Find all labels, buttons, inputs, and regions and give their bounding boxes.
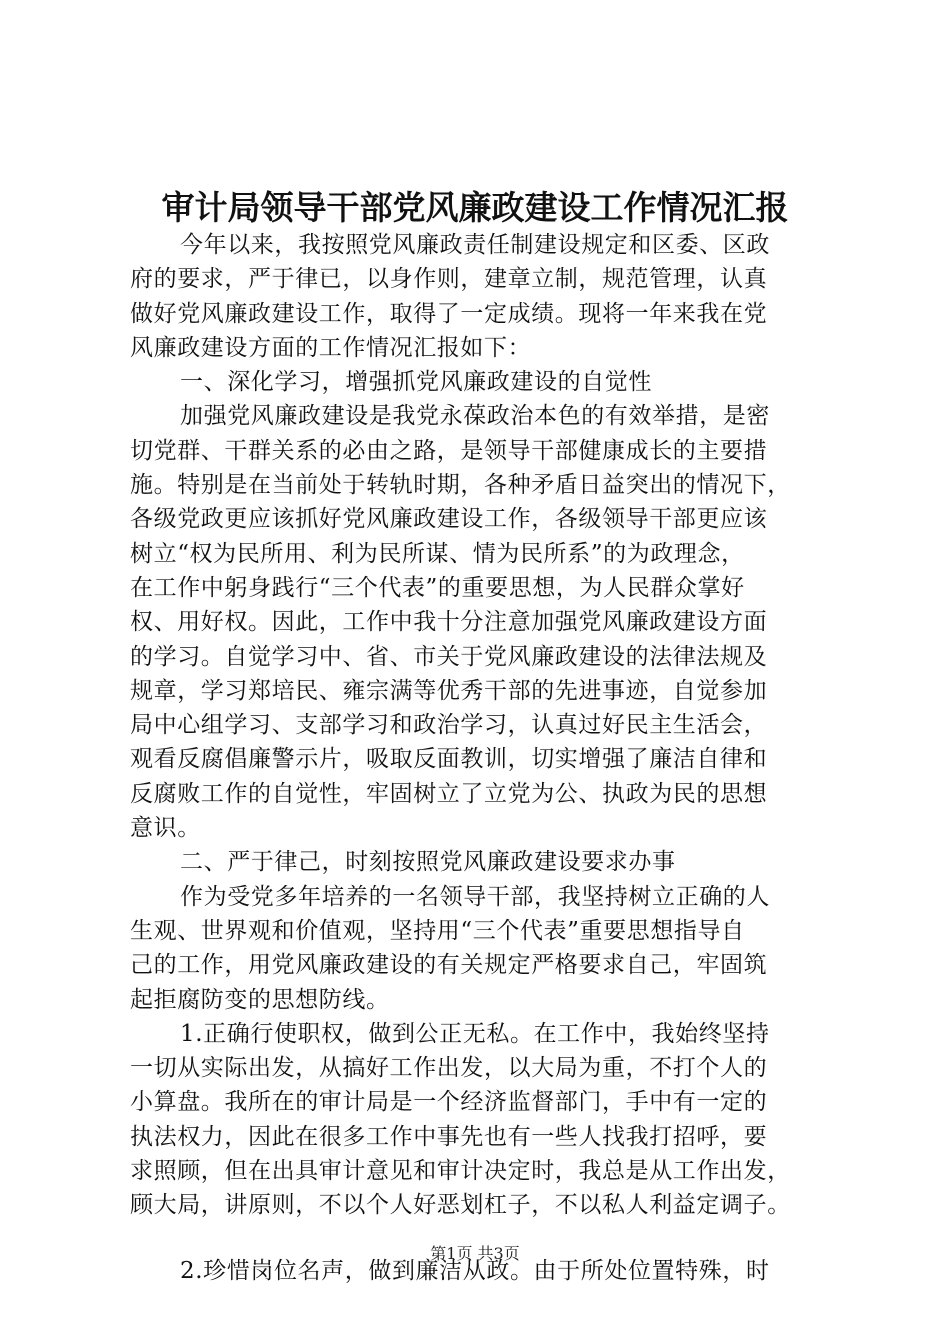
paragraph-line: 局中心组学习、支部学习和政治学习，认真过好民主生活会， [130,712,768,739]
paragraph-line: 树立“权为民所用、利为民所谋、情为民所系”的为政理念， [130,540,745,567]
paragraph-line: 小算盘。我所在的审计局是一个经济监督部门，手中有一定的 [130,1089,768,1116]
paragraph-line: 生观、世界观和价值观，坚持用“三个代表”重要思想指导自 [130,917,745,944]
paragraph-line: 风廉政建设方面的工作情况汇报如下： [130,334,532,361]
paragraph-line: 的学习。自觉学习中、省、市关于党风廉政建设的法律法规及 [130,643,768,670]
paragraph-line: 在工作中躬身践行“三个代表”的重要思想，为人民群众掌好 [130,574,745,601]
paragraph-line: 切党群、干群关系的必由之路，是领导干部健康成长的主要措 [130,437,768,464]
paragraph-line: 顾大局，讲原则，不以个人好恶划杠子，不以私人利益定调子。 [130,1192,791,1219]
paragraph-line: 意识。 [130,815,201,842]
paragraph-line: 权、用好权。因此，工作中我十分注意加强党风廉政建设方面 [130,609,768,636]
paragraph-line: 加强党风廉政建设是我党永葆政治本色的有效举措，是密 [180,403,770,430]
paragraph-line: 做好党风廉政建设工作，取得了一定成绩。现将一年来我在党 [130,300,768,327]
paragraph-line: 府的要求，严于律已，以身作则，建章立制，规范管理，认真 [130,266,768,293]
paragraph-line: 观看反腐倡廉警示片，吸取反面教训，切实增强了廉洁自律和 [130,746,768,773]
page-footer: 第1页 共3页 [430,1244,520,1263]
section-heading: 二、严于律己，时刻按照党风廉政建设要求办事 [180,849,676,876]
paragraph-line: 规章，学习郑培民、雍宗满等优秀干部的先进事迹，自觉参加 [130,677,768,704]
paragraph-line: 各级党政更应该抓好党风廉政建设工作，各级领导干部更应该 [130,506,768,533]
paragraph-line: 反腐败工作的自觉性，牢固树立了立党为公、执政为民的思想 [130,780,768,807]
document-title: 审计局领导干部党风廉政建设工作情况汇报 [161,188,789,227]
paragraph-line: 执法权力，因此在很多工作中事先也有一些人找我打招呼，要 [130,1123,768,1150]
paragraph-line: 起拒腐防变的思想防线。 [130,986,390,1013]
paragraph-line: 一切从实际出发，从搞好工作出发，以大局为重，不打个人的 [130,1055,768,1082]
paragraph-line: 2.珍惜岗位名声，做到廉洁从政。由于所处位置特殊，时 [180,1257,770,1284]
paragraph-line: 1.正确行使职权，做到公正无私。在工作中，我始终坚持 [180,1020,770,1047]
paragraph-line: 己的工作，用党风廉政建设的有关规定严格要求自己，牢固筑 [130,952,768,979]
document-body [130,228,830,1288]
paragraph-line: 求照顾，但在出具审计意见和审计决定时，我总是从工作出发， [130,1158,791,1185]
paragraph-line: 作为受党多年培养的一名领导干部，我坚持树立正确的人 [180,883,770,910]
paragraph-line: 施。特别是在当前处于转轨时期，各种矛盾日益突出的情况下， [130,472,791,499]
section-heading: 一、深化学习，增强抓党风廉政建设的自觉性 [180,369,652,396]
paragraph-line: 今年以来，我按照党风廉政责任制建设规定和区委、区政 [180,232,770,258]
